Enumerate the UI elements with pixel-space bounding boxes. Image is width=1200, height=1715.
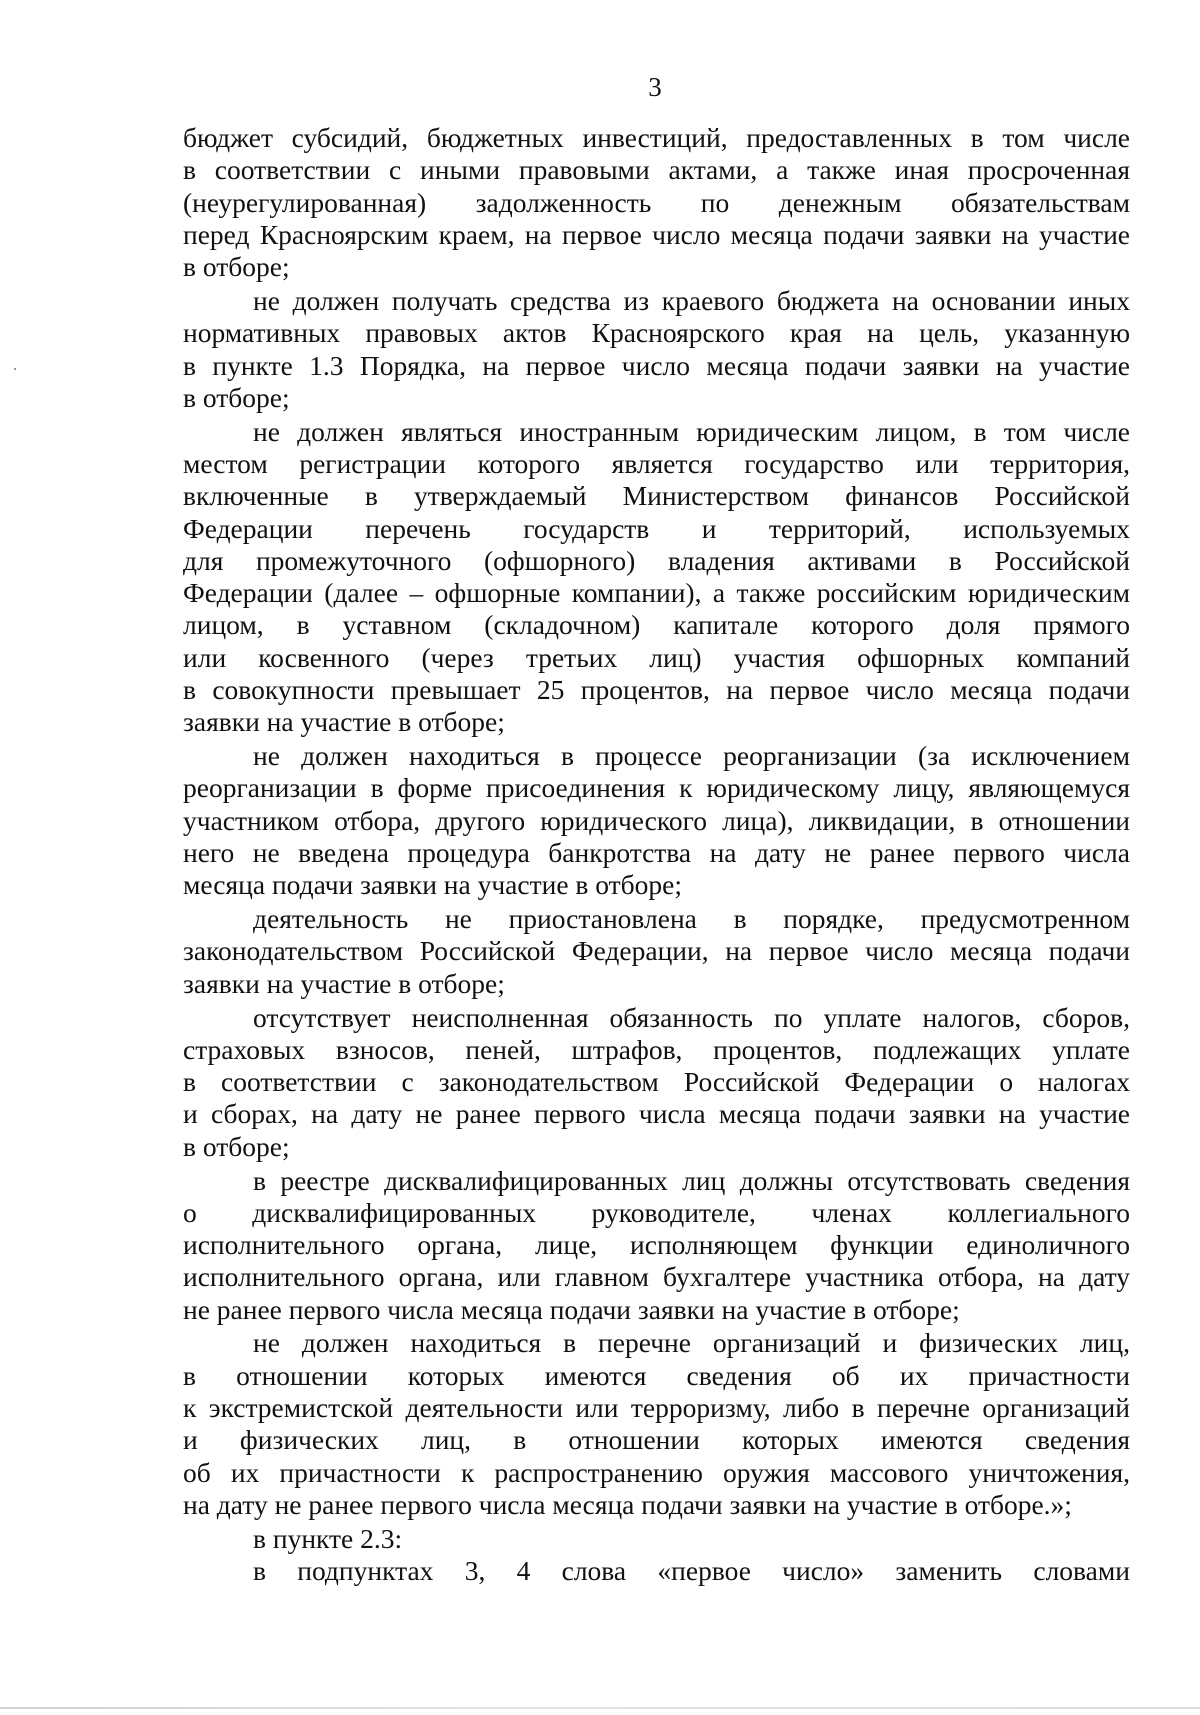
text-line: лицом, в уставном (складочном) капитале которого доля прямого [183, 609, 1130, 641]
text-line: участником отбора, другого юридического лица), ликвидации, в отношении [183, 804, 1130, 836]
text-line: бюджет субсидий, бюджетных инвестиций, предоставленных в том числе [183, 122, 1130, 153]
page-number: 3 [648, 72, 662, 102]
text-line: не ранее первого числа месяца подачи заявки на участие в отборе; [183, 1293, 960, 1325]
body-text [183, 122, 1130, 1587]
text-line: и физических лиц, в отношении которых имеются сведения [183, 1424, 1130, 1456]
text-line: об их причастности к распространению оружия массового уничтожения, [183, 1456, 1130, 1488]
text-line: него не введена процедура банкротства на дату не ранее первого числа [183, 837, 1130, 869]
text-line: в отношении которых имеются сведения об их причастности [183, 1359, 1130, 1391]
text-line: в совокупности превышает 25 процентов, на первое число месяца подачи [183, 674, 1130, 706]
text-line: на дату не ранее первого числа месяца подачи заявки на участие в отборе.»; [183, 1488, 1072, 1520]
text-line: Федерации перечень государств и территорий, используемых [183, 512, 1130, 544]
scan-edge [0, 1707, 1200, 1709]
text-line: включенные в утверждаемый Министерством финансов Российской [183, 480, 1130, 512]
text-line: и сборах, на дату не ранее первого числа месяца подачи заявки на участие [183, 1098, 1130, 1130]
text-line: заявки на участие в отборе; [183, 706, 505, 738]
text-line: перед Красноярским краем, на первое число месяца подачи заявки на участие [183, 218, 1130, 250]
text-line: (неурегулированная) задолженность по денежным обязательствам [183, 186, 1130, 218]
text-line: в пункте 1.3 Порядка, на первое число месяца подачи заявки на участие [183, 349, 1130, 381]
text-line: нормативных правовых актов Красноярского края на цель, указанную [183, 317, 1130, 349]
text-line: в соответствии с иными правовыми актами, а также иная просроченная [183, 154, 1130, 186]
scan-mark [14, 368, 16, 370]
text-line: в подпунктах 3, 4 слова «первое число» заменить словами [253, 1555, 1130, 1587]
text-line: в соответствии с законодательством Российской Федерации о налогах [183, 1066, 1130, 1098]
text-line: в отборе; [183, 251, 290, 283]
text-line: для промежуточного (офшорного) владения активами в Российской [183, 544, 1130, 576]
text-line: о дисквалифицированных руководителе, членах коллегиального [183, 1196, 1130, 1228]
text-line: или косвенного (через третьих лиц) участия офшорных компаний [183, 641, 1130, 673]
text-line: в отборе; [183, 381, 290, 413]
text-line: местом регистрации которого является государство или территория, [183, 447, 1130, 479]
text-line: страховых взносов, пеней, штрафов, процентов, подлежащих уплате [183, 1033, 1130, 1065]
text-line: к экстремистской деятельности или терроризму, либо в перечне организаций [183, 1392, 1130, 1424]
text-line: не должен получать средства из краевого бюджета на основании иных [253, 284, 1130, 316]
text-line: заявки на участие в отборе; [183, 967, 505, 999]
text-line: не должен являться иностранным юридическим лицом, в том числе [253, 415, 1130, 447]
text-line: деятельность не приостановлена в порядке, предусмотренном [253, 903, 1130, 935]
text-line: законодательством Российской Федерации, на первое число месяца подачи [183, 935, 1130, 967]
text-line: отсутствует неисполненная обязанность по уплате налогов, сборов, [253, 1001, 1130, 1033]
text-line: не должен находиться в процессе реорганизации (за исключением [253, 740, 1130, 772]
text-line: в отборе; [183, 1130, 290, 1162]
text-line: реорганизации в форме присоединения к юридическому лицу, являющемуся [183, 772, 1130, 804]
text-line: в реестре дисквалифицированных лиц должны отсутствовать сведения [253, 1164, 1130, 1196]
text-line: месяца подачи заявки на участие в отборе; [183, 869, 683, 901]
text-line: исполнительного органа, лице, исполняющем функции единоличного [183, 1229, 1130, 1261]
text-line: Федерации (далее – офшорные компании), а также российским юридическим [183, 577, 1130, 609]
text-line: исполнительного органа, или главном бухгалтере участника отбора, на дату [183, 1261, 1130, 1293]
text-line: в пункте 2.3: [253, 1522, 403, 1554]
text-line: не должен находиться в перечне организаций и физических лиц, [253, 1327, 1130, 1359]
